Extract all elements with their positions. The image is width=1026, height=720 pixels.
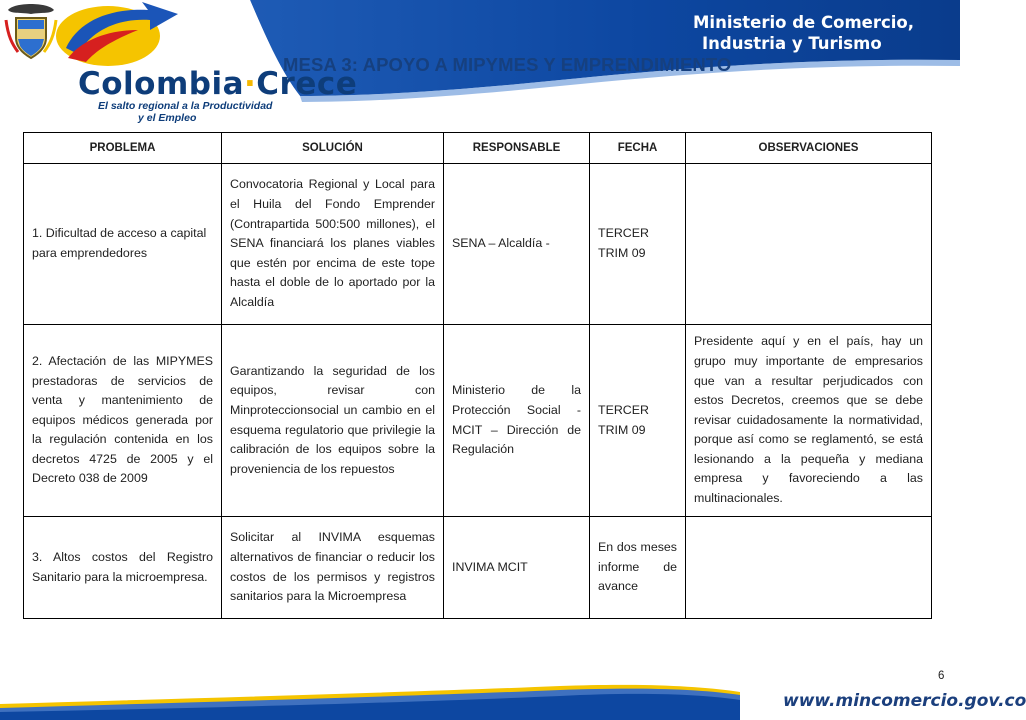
page-number: 6 [938,670,945,682]
cell-observaciones [686,517,932,619]
action-plan-table [23,132,932,619]
cell-problema: 3. Altos costos del Registro Sanitario para la microempresa. [24,517,222,619]
table-header-row [24,133,932,164]
column-header-observaciones: OBSERVACIONES [686,133,932,164]
logo-tagline: El salto regional a la Productividad [98,100,273,112]
logo-wordmark: Colombia·Crece [78,66,358,102]
cell-observaciones: Presidente aquí y en el país, hay un grupo muy importante de empresarios que van a resultar perjudicados con estos Decretos, creemos que se debe revisar cuidadosamente la normatividad, porque así como se reglamentó, se está lesionando a la pequeña y mediana empresa y favoreciendo a las multinacionales. [686,325,932,517]
column-header-problema: PROBLEMA [24,133,222,164]
column-header-responsable: RESPONSABLE [444,133,590,164]
cell-fecha: TERCER TRIM 09 [590,164,686,325]
column-header-fecha: FECHA [590,133,686,164]
logo-tagline-2: y el Empleo [138,112,197,124]
cell-solucion: Garantizando la seguridad de los equipos, revisar con Minproteccionsocial un cambio en el esquema regulatorio que privilegie la calibración de los equipos sobre la proveniencia de los repuestos [222,325,444,517]
colombia-crece-logo [38,0,358,130]
header-banner [0,0,960,130]
page-title: MESA 3: APOYO A MIPYMES Y EMPRENDIMIENTO [283,54,732,75]
ministry-line-1: Ministerio de Comercio, [693,13,915,32]
cell-solucion: Convocatoria Regional y Local para el Huila del Fondo Emprender (Contrapartida 500:500 millones), el SENA financiará los planes viables que estén por encima de este tope hasta el doble de lo aportado por la Alcaldía [222,164,444,325]
cell-problema: 2. Afectación de las MIPYMES prestadoras de servicios de venta y mantenimiento de equipos médicos generada por la regulación contenida en los decretos 4725 de 2005 y el Decreto 038 de 2009 [24,325,222,517]
cell-responsable: SENA – Alcaldía - [444,164,590,325]
coat-of-arms-icon [0,0,62,62]
cell-observaciones [686,164,932,325]
table-row [24,517,932,619]
colombia-crece-arrow-icon [38,0,278,70]
ministry-line-2: Industria y Turismo [702,34,882,53]
cell-responsable: Ministerio de la Protección Social - MCIT – Dirección de Regulación [444,325,590,517]
ministry-name [693,12,915,54]
cell-problema: 1. Dificultad de acceso a capital para emprendedores [24,164,222,325]
cell-responsable: INVIMA MCIT [444,517,590,619]
cell-fecha: En dos meses informe de avance [590,517,686,619]
table-row [24,164,932,325]
cell-solucion: Solicitar al INVIMA esquemas alternativos de financiar o reducir los costos de los permisos y registros sanitarios para la Microempresa [222,517,444,619]
website-link[interactable]: www.mincomercio.gov.co [783,691,1026,711]
cell-fecha: TERCER TRIM 09 [590,325,686,517]
table-row [24,325,932,517]
column-header-solucion: SOLUCIÓN [222,133,444,164]
